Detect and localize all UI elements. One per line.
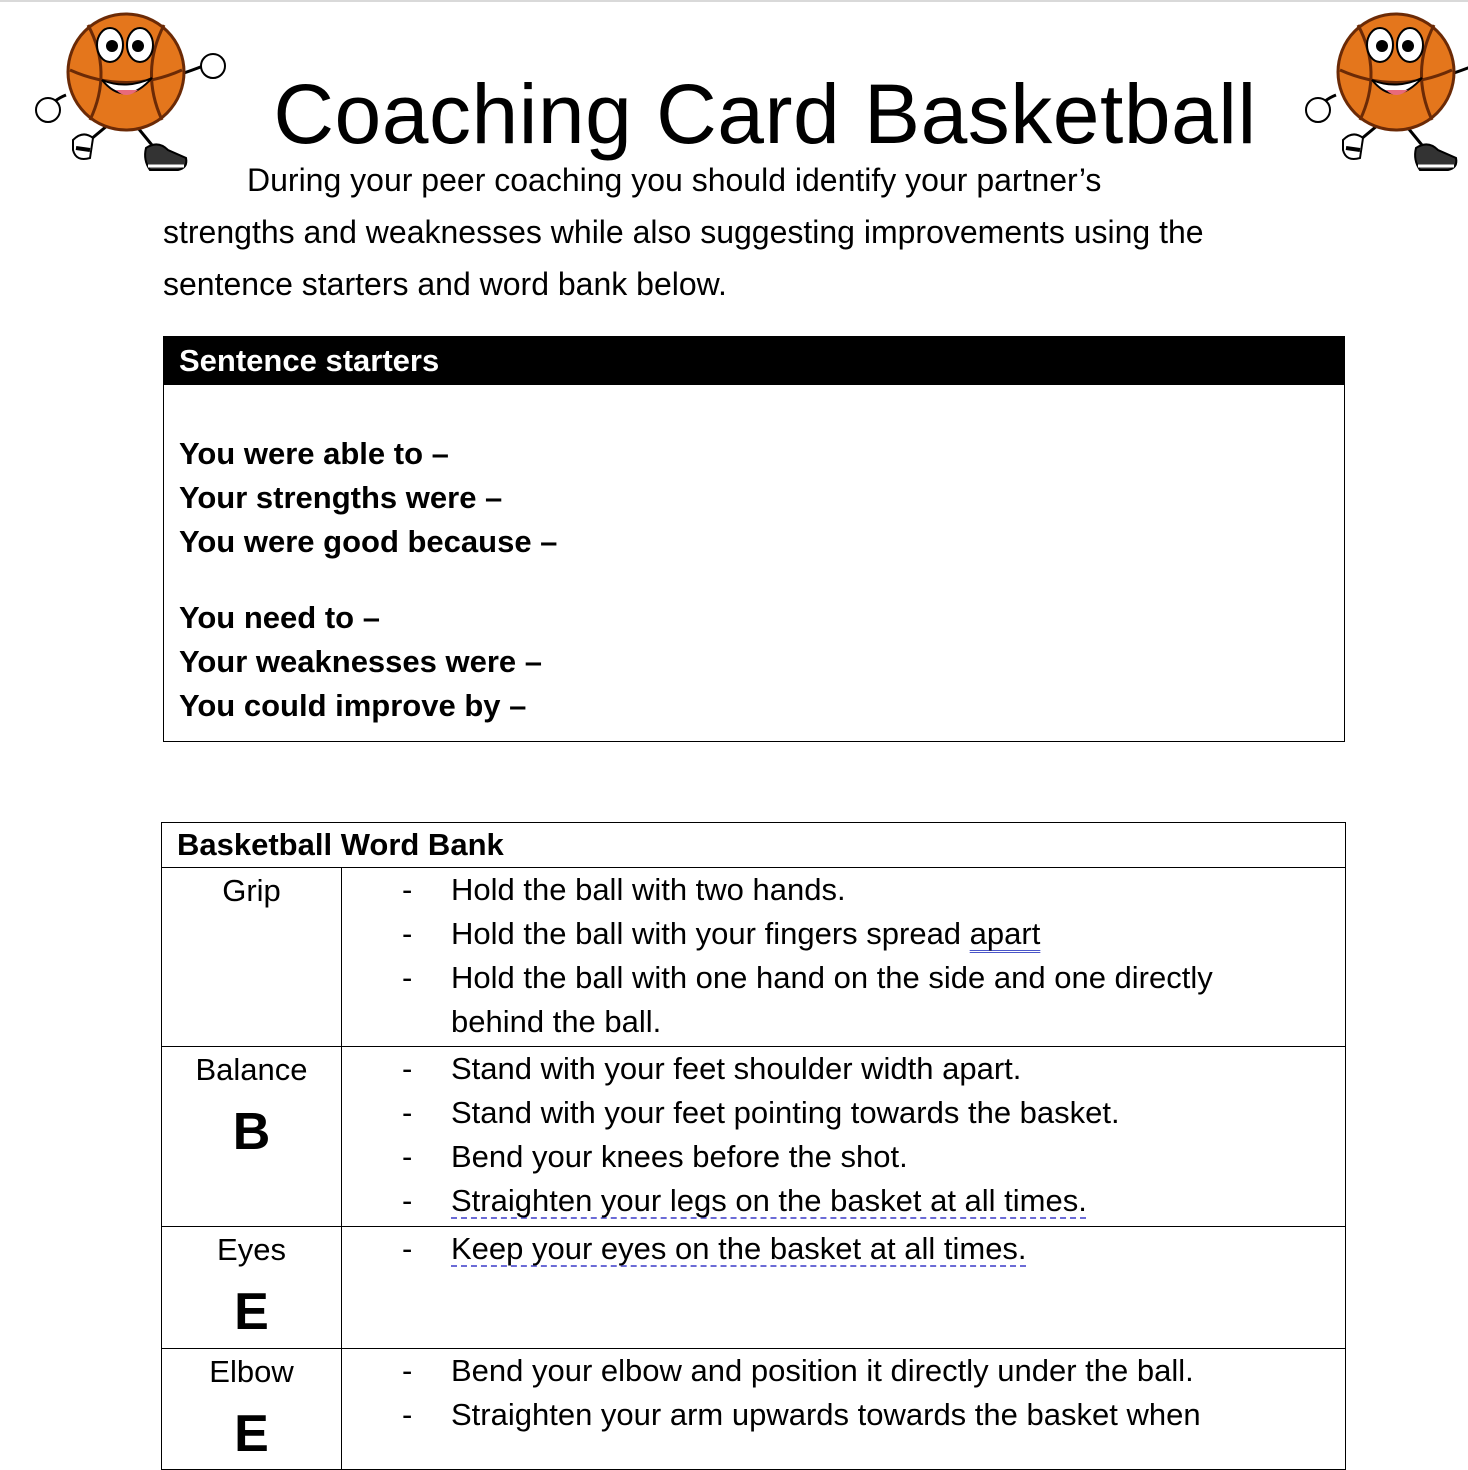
category-name: Eyes (217, 1232, 286, 1267)
intro-line-2: strengths and weaknesses while also suggesting improvements using the (163, 214, 1204, 250)
category-cell (162, 1047, 342, 1227)
intro-line-3: sentence starters and word bank below. (163, 266, 727, 302)
intro-line-1: During your peer coaching you should identify your partner’s (247, 162, 1102, 198)
table-row (162, 1349, 1346, 1470)
category-cell (162, 1227, 342, 1349)
table-row (162, 1227, 1346, 1349)
intro-paragraph (163, 154, 1303, 310)
table-row (162, 868, 1346, 1047)
points-cell (342, 1349, 1346, 1470)
list-item: - Bend your knees before the shot. (402, 1139, 908, 1174)
category-name: Elbow (209, 1354, 294, 1389)
strength-starters-list (164, 432, 1344, 564)
starter-item: You could improve by – (179, 688, 527, 723)
category-letter: B (232, 1103, 271, 1161)
list-item: - Hold the ball with one hand on the side and one directly behind the ball. (402, 960, 1213, 1039)
list-item: - Stand with your feet shoulder width apart. (402, 1051, 1022, 1086)
improvement-starters-list (164, 596, 1344, 728)
points-cell (342, 868, 1346, 1047)
starter-item: You need to – (179, 600, 380, 635)
starter-item: You were good because – (179, 524, 558, 559)
category-cell (162, 868, 342, 1047)
table-row (162, 1047, 1346, 1227)
starter-item: You were able to – (179, 436, 449, 471)
sentence-starters-box (163, 336, 1345, 742)
sentence-starters-heading: Sentence starters (164, 337, 1344, 385)
list-item: - Straighten your arm upwards towards the basket when (402, 1397, 1201, 1432)
points-cell (342, 1227, 1346, 1349)
category-letter: E (234, 1405, 269, 1463)
list-item: - Keep your eyes on the basket at all times. (402, 1231, 1027, 1266)
category-name: Balance (195, 1052, 308, 1087)
category-name: Grip (222, 873, 281, 908)
starter-item: Your strengths were – (179, 480, 503, 515)
page-title: Coaching Card Basketball (273, 67, 1257, 162)
word-bank-heading: Basketball Word Bank (162, 823, 1346, 868)
list-item: - Straighten your legs on the basket at all times. (402, 1183, 1087, 1218)
word-bank-table (161, 822, 1346, 1470)
list-item: - Hold the ball with your fingers spread apart (402, 916, 1041, 951)
starter-item: Your weaknesses were – (179, 644, 543, 679)
grammar-underline: apart (969, 916, 1041, 951)
category-cell (162, 1349, 342, 1470)
list-item: - Hold the ball with two hands. (402, 872, 846, 907)
category-letter: E (234, 1283, 269, 1341)
list-item: - Bend your elbow and position it directly under the ball. (402, 1353, 1194, 1388)
points-cell (342, 1047, 1346, 1227)
list-item: - Stand with your feet pointing towards the basket. (402, 1095, 1120, 1130)
